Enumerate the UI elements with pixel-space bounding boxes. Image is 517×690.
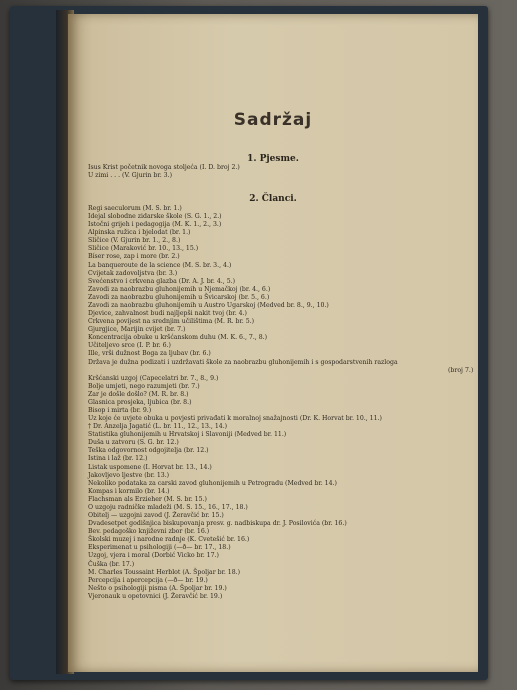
section-heading-pjesme: 1. Pjesme. (247, 154, 299, 164)
toc-entry: Koncentracija obuke u kršćanskom duhu (M. K. 6., 7., 8.) (88, 334, 268, 342)
toc-entry: Čuška (br. 17.) (88, 560, 135, 568)
page-title: Sadržaj (233, 110, 313, 130)
toc-entry: Bíser rose, zap i more (br. 2.) (88, 253, 180, 261)
toc-entry: Nekoliko podataka za carski zavod gluhonijemih u Petrogradu (Medved br. 14.) (88, 479, 337, 487)
toc-entry: Uzgoj, vjera i moral (Dorbić Vicko br. 17.) (88, 552, 219, 560)
toc-entry: Isus Krist početnik novoga stoljeća (I. D. broj 2.) (88, 164, 240, 171)
toc-entry: Svećenstvo i crkvena glazba (Dr. A. J. br. 4., 5.) (88, 277, 236, 285)
toc-entry: Učiteljevo srce (I. P. br. 6.) (88, 342, 171, 350)
toc-entry: Sličice (Maraković br. 10., 13., 15.) (88, 245, 199, 253)
toc-entry: Jakovljevo ljestve (br. 13.) (88, 471, 170, 479)
toc-entry: Regi saeculorum (M. S. br. 1.) (88, 205, 182, 212)
toc-entry: Kompas i kormilo (br. 14.) (88, 487, 170, 495)
toc-entry: (broj 7.) (448, 366, 474, 374)
section-heading-clanci: 2. Članci. (249, 194, 297, 204)
toc-entry: Školski muzej i narodne radnje (K. Cvetešić br. 16.) (88, 536, 250, 544)
toc-entry: Glasnica prosjeka, ljubica (br. 8.) (88, 398, 192, 406)
toc-entry: Dvadesetpet godišnjica biskupovanja presv. g. nadbiskupa dr. J. Posilovića (br. 16.) (88, 520, 347, 528)
toc-entry: Percepcija i apercepcija (—ð— br. 19.) (88, 576, 208, 584)
toc-entry: Istina i laž (br. 12.) (88, 455, 148, 463)
toc-entry: Obitelj — uzgojni zavod (J. Žeravčić br. 15.) (88, 512, 224, 520)
toc-entry: Djevice, zahvalnost budi najljepši nakit tvoj (br. 4.) (88, 310, 247, 318)
toc-entry: La banqueroute de la science (M. S. br. 3., 4.) (88, 261, 232, 269)
book-page (68, 14, 478, 672)
toc-entry: Statistika gluhonijemih u Hrvatskoj i Slavoniji (Medved br. 11.) (88, 431, 287, 439)
toc-entry: Bisop i mirta (br. 9.) (88, 407, 152, 414)
toc-entry: Gjurgjice, Marijin cvijet (br. 7.) (88, 326, 186, 334)
toc-entry: Vjeronauk u opetovnici (J. Žeravčić br. 19.) (88, 592, 223, 600)
toc-entry: Zavodi za naobrazbu gluhonijemih u Švicarskoj (br. 5., 6.) (88, 293, 270, 301)
toc-entry: Crkvena povijest na srednjim učilištima (M. R. br. 5.) (88, 318, 255, 326)
toc-entry: Cvijetak zadovoljstva (br. 3.) (88, 269, 178, 277)
toc-entry: Država je dužna podizati i uzdržavati škole za naobrazbu gluhonijemih i s gospodarstvenih razloga (88, 358, 398, 366)
toc-entry: Ille, vrši dužnost Boga za ljubav (br. 6.) (88, 350, 211, 358)
toc-entry: Duša u zatvoru (S. G. br. 12.) (88, 439, 179, 447)
toc-entry: Nešto o psihologiji pisma (A. Špoljar br. 19.) (88, 584, 227, 592)
toc-entry: Bolje umjeti, nego razumjeti (br. 7.) (88, 382, 200, 390)
toc-entry: † Dr. Anzelja Jagatić (L. br. 11., 12., 13., 14.) (88, 423, 228, 431)
toc-entry: U zimi . . . (V. Gjurin br. 3.) (88, 172, 172, 179)
toc-entry: Idejal slobodne zidarske škole (S. G. 1., 2.) (88, 213, 222, 221)
toc-entry: Flachsman als Erzieher (M. S. br. 15.) (88, 495, 207, 503)
toc-entry: Eksperimenat u psihologiji (—ð— br. 17., 18.) (88, 544, 231, 552)
toc-entry: Uz koje će uvjete obuka u povjesti privađati k moralnoj snažajnosti (Dr. K. Horvat br. 10., 11.) (88, 415, 382, 423)
toc-entry: Listak uspomene (I. Horvat br. 13., 14.) (88, 463, 212, 471)
toc-entry: Zar je došle došlo? (M. R. br. 8.) (88, 390, 189, 398)
toc-entry: Zavodi za naobrazbu gluhonijemih u Austro Ugarskoj (Medved br. 8., 9., 10.) (88, 301, 329, 309)
toc-entry: Zavodi za naobrazbu gluhonijemih u Njemačkoj (br. 4., 6.) (88, 285, 271, 293)
toc-entry: Sličice (V. Gjurin br. 1., 2., 8.) (88, 237, 181, 245)
toc-entry: M. Charles Toussaint Herblot (A. Špoljar br. 18.) (88, 568, 241, 576)
toc-entry: O uzgoju radničke mladeži (M. S. 15., 16., 17., 18.) (88, 503, 248, 511)
toc-entry: Alpinska ružica i bjelodat (br. 1.) (88, 229, 191, 237)
toc-entry: Istočni grijeh i pedagogija (M. K. 1., 2., 3.) (88, 221, 222, 229)
toc-entry: Bev. pedagoško književni zbor (br. 16.) (88, 528, 210, 536)
toc-entry: Teška odgovornost odgojitelja (br. 12.) (88, 447, 209, 455)
toc-entry: Kršćanski uzgoj (Capecelatri br. 7., 8., 9.) (88, 374, 219, 382)
